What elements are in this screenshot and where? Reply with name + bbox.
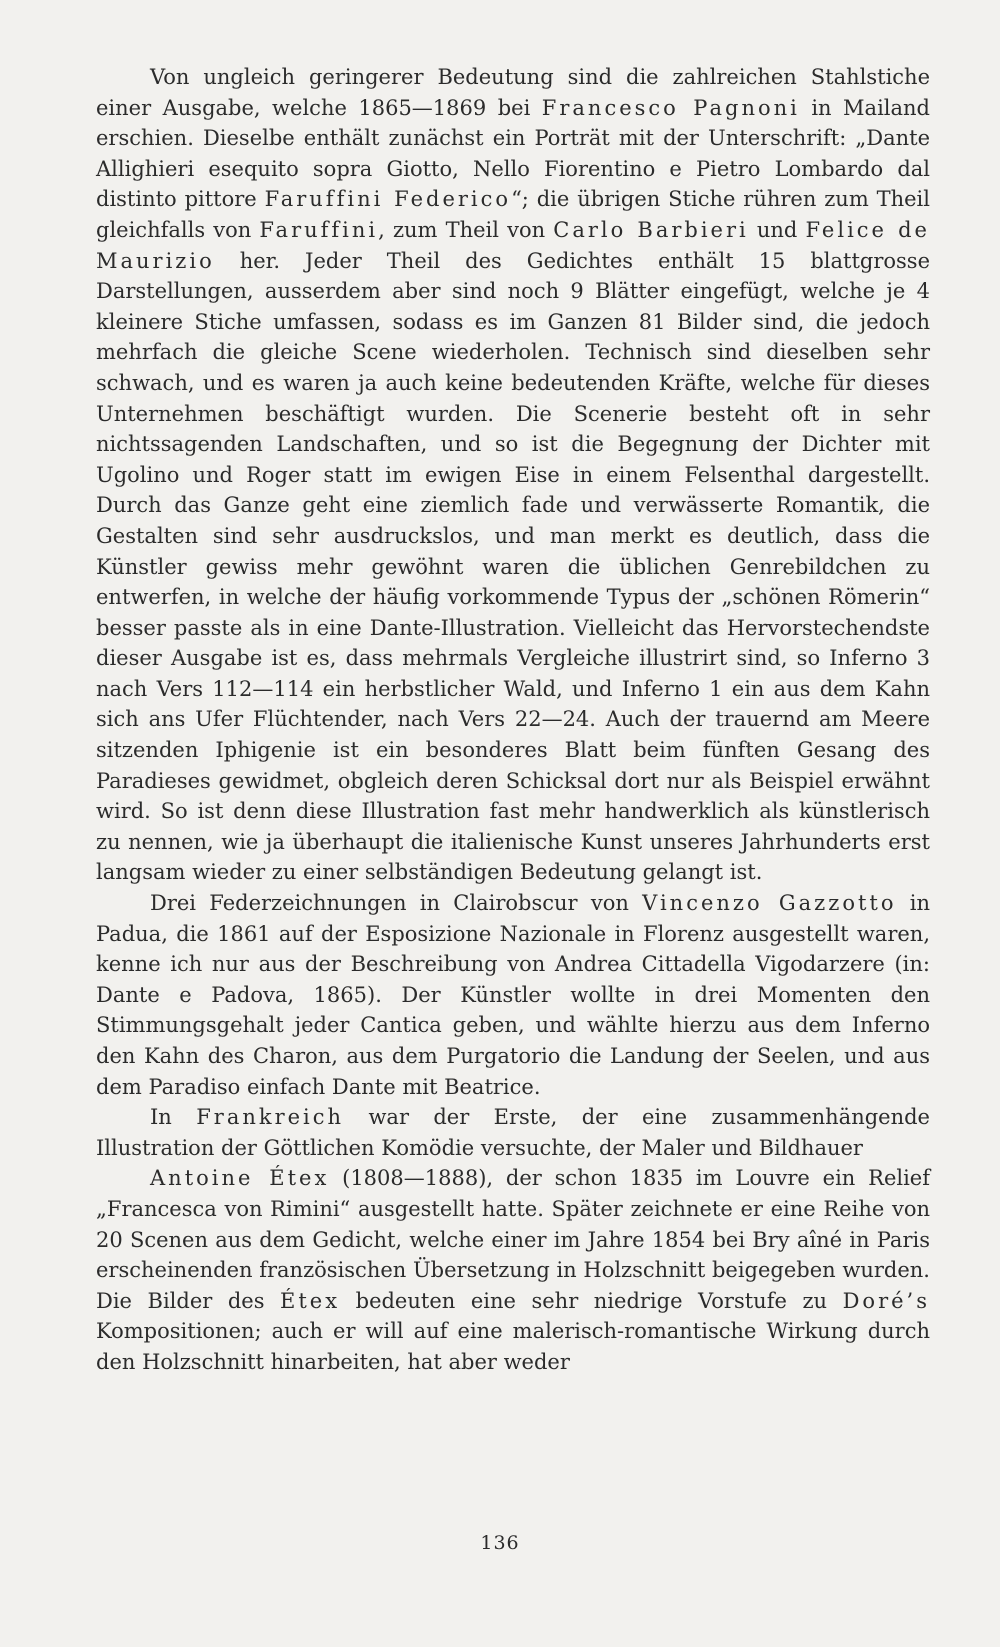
- paragraph: [96, 1102, 930, 1163]
- spaced-name: Frankreich: [196, 1105, 345, 1130]
- text-run: und: [748, 217, 806, 242]
- spaced-name: Vincenzo Gazzotto: [642, 891, 897, 916]
- text-run: war der Erste, der eine zusammenhängende Illustration der Göttlichen Komödie versuchte, der Maler und Bildhauer: [96, 1105, 930, 1160]
- spaced-name: Étex: [280, 1288, 341, 1313]
- spaced-name: Carlo Barbieri: [553, 217, 749, 242]
- spaced-name: Faruffini: [259, 217, 379, 242]
- spaced-name: Felice de Maurizio: [96, 217, 930, 273]
- spaced-name: Francesco Pagnoni: [541, 95, 800, 120]
- text-run: Kompositionen; auch er will auf eine malerisch-romantische Wirkung durch den Holzschnitt hinarbeiten, hat aber weder: [96, 1319, 930, 1374]
- paragraph: [96, 888, 930, 1102]
- spaced-name: Doré’s: [842, 1288, 930, 1313]
- text-run: , zum Theil von: [378, 217, 554, 242]
- text-run: Drei Federzeichnungen in Clairobscur von: [150, 891, 643, 916]
- spaced-name: Faruffini Federico: [264, 187, 512, 212]
- text-run: in Mailand erschien. Dieselbe enthält zunächst ein Porträt mit der Unterschrift: „Dante Allighieri esequito sopra Giotto, Nello Fiorentino e Pietro Lombardo dal distinto pittore: [96, 95, 930, 212]
- text-run: (1808—1888), der schon 1835 im Louvre ein Relief „Francesca von Rimini“ ausgestellt hatte. Später zeichnete er eine Reihe von 20 Scenen aus dem Gedicht, welche einer im Jahre 1854 bei Bry aîné in Paris erscheinenden französischen Übersetzung in Holzschnitt beigegeben wurden. Die Bilder des: [96, 1166, 930, 1313]
- body-text: [96, 62, 930, 1378]
- text-run: “; die übrigen Stiche rühren zum Theil gleichfalls von: [96, 187, 930, 242]
- paragraph: [96, 1163, 930, 1377]
- paragraph: [96, 62, 930, 888]
- text-run: her. Jeder Theil des Gedichtes enthält 15 blattgrosse Darstellungen, ausserdem aber sind noch 9 Blätter eingefügt, welche je 4 kleinere Stiche umfassen, sodass es im Ganzen 81 Bilder sind, die jedoch mehrfach die gleiche Scene wiederholen. Technisch sind dieselben sehr schwach, und es waren ja auch keine bedeutenden Kräfte, welche für dieses Unternehmen beschäftigt wurden. Die Scenerie besteht oft in sehr nichtssagenden Landschaften, und so ist die Begegnung der Dichter mit Ugolino und Roger statt im ewigen Eise in einem Felsenthal dargestellt. Durch das Ganze geht eine ziemlich fade und verwässerte Romantik, die Gestalten sind sehr ausdruckslos, und man merkt es deutlich, dass die Künstler gewiss mehr gewöhnt waren die üblichen Genrebildchen zu entwerfen, in welche der häufig vorkommende Typus der „schönen Römerin“ besser passte als in eine Dante-Illustration. Vielleicht das Hervorstechendste dieser Ausgabe ist es, dass mehrmals Vergleiche illustrirt sind, so Inferno 3 nach Vers 112—114 ein herbstlicher Wald, und Inferno 1 ein aus dem Kahn sich ans Ufer Flüchtender, nach Vers 22—24. Auch der trauernd am Meere sitzenden Iphigenie ist ein besonderes Blatt beim fünften Gesang des Paradieses gewidmet, obgleich deren Schicksal dort nur als Beispiel erwähnt wird. So ist denn diese Illustration fast mehr handwerklich als künstlerisch zu nennen, wie ja überhaupt die italienische Kunst unseres Jahrhunderts erst langsam wieder zu einer selbständigen Bedeutung gelangt ist.: [96, 248, 930, 885]
- text-run: bedeuten eine sehr niedrige Vorstufe zu: [340, 1288, 843, 1313]
- page-number: 136: [480, 1532, 520, 1554]
- text-run: In: [150, 1105, 197, 1130]
- text-run: in Padua, die 1861 auf der Esposizione Nazionale in Florenz ausgestellt waren, kenne ich nur aus der Beschreibung von Andrea Cittadella Vigodarzere (in: Dante e Padova, 1865). Der Künstler wollte in drei Momenten den Stimmungsgehalt jeder Cantica geben, und wählte hierzu aus dem Inferno den Kahn des Charon, aus dem Purgatorio die Landung der Seelen, und aus dem Paradiso einfach Dante mit Beatrice.: [96, 891, 931, 1099]
- spaced-name: Antoine Étex: [150, 1166, 330, 1191]
- text-run: Von ungleich geringerer Bedeutung sind die zahlreichen Stahlstiche einer Ausgabe, welche 1865—1869 bei: [96, 65, 930, 120]
